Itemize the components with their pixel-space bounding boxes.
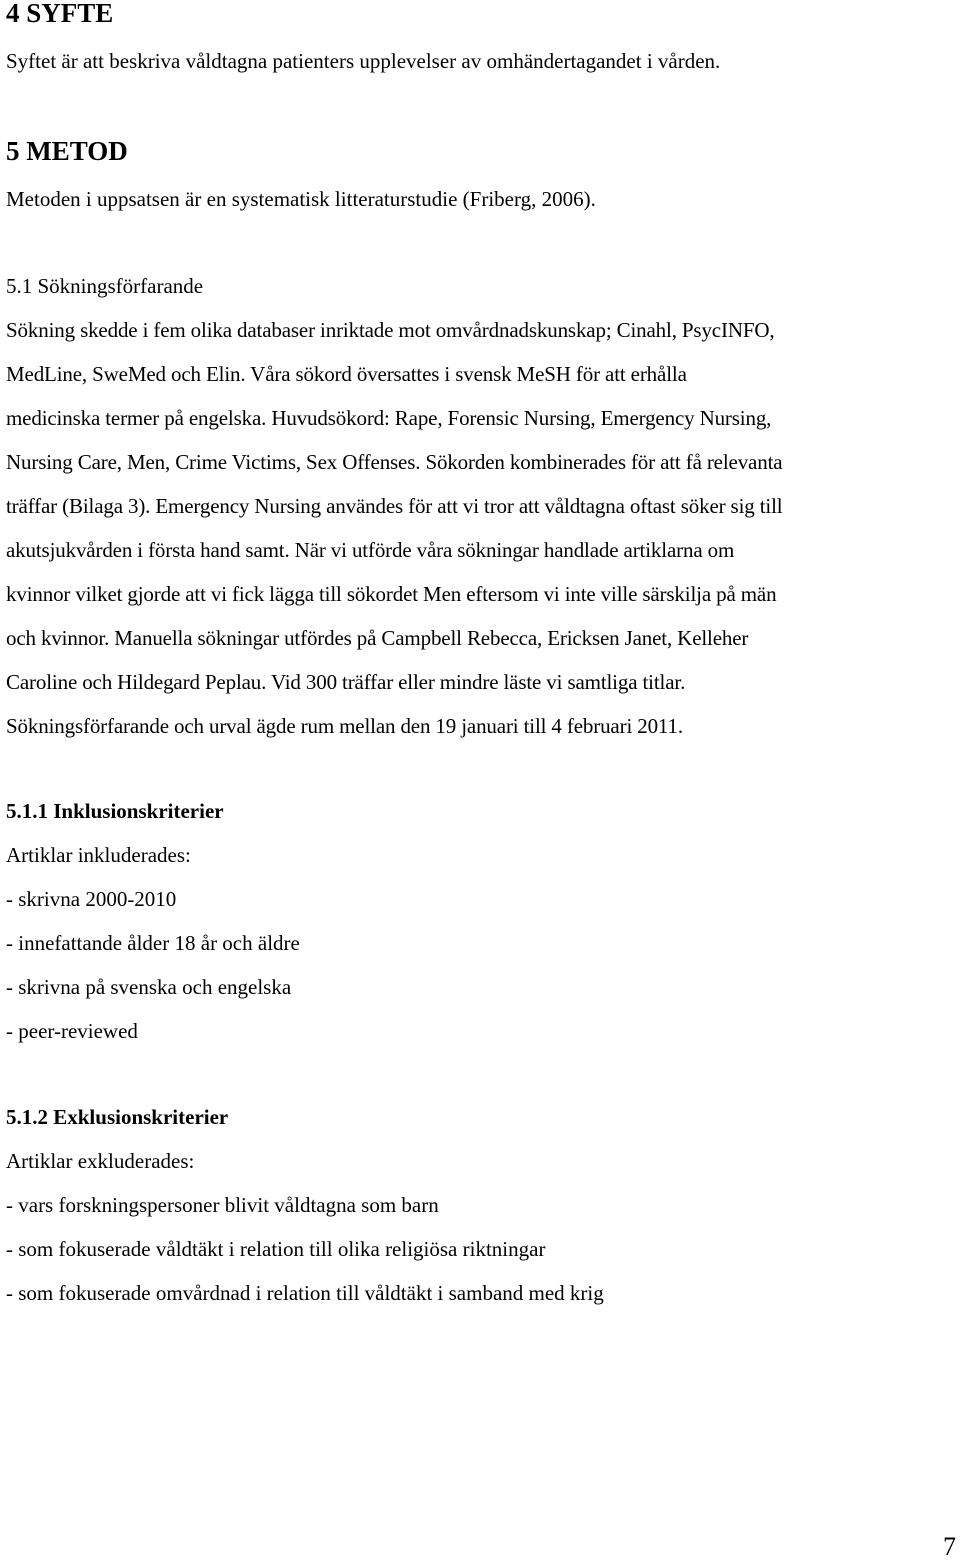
sokning-line-7: kvinnor vilket gjorde att vi fick lägga till sökordet Men eftersom vi inte ville särskilja på män xyxy=(6,582,777,606)
inklusion-item-4: - peer-reviewed xyxy=(6,1019,138,1043)
inklusion-item-1: - skrivna 2000-2010 xyxy=(6,887,177,911)
heading-metod: 5 METOD xyxy=(6,136,128,166)
exklusion-intro: Artiklar exkluderades: xyxy=(6,1149,195,1173)
section-inklusion xyxy=(6,789,956,1053)
paragraph-metod: Metoden i uppsatsen är en systematisk litteraturstudie (Friberg, 2006). xyxy=(6,187,596,211)
heading-syfte: 4 SYFTE xyxy=(6,0,114,28)
heading-inklusion: 5.1.1 Inklusionskriterier xyxy=(6,799,224,823)
heading-exklusion: 5.1.2 Exklusionskriterier xyxy=(6,1105,229,1129)
sokning-line-2: MedLine, SweMed och Elin. Våra sökord översattes i svensk MeSH för att erhålla xyxy=(6,362,687,386)
exklusion-item-1: - vars forskningspersoner blivit våldtagna som barn xyxy=(6,1193,439,1217)
sokning-line-3: medicinska termer på engelska. Huvudsökord: Rape, Forensic Nursing, Emergency Nursing, xyxy=(6,406,772,430)
inklusion-item-2: - innefattande ålder 18 år och äldre xyxy=(6,931,300,955)
exklusion-item-2: - som fokuserade våldtäkt i relation till olika religiösa riktningar xyxy=(6,1237,546,1261)
sokning-line-5: träffar (Bilaga 3). Emergency Nursing användes för att vi tror att våldtagna oftast söker sig till xyxy=(6,494,783,518)
inklusion-intro: Artiklar inkluderades: xyxy=(6,843,191,867)
sokning-line-1: Sökning skedde i fem olika databaser inriktade mot omvårdnadskunskap; Cinahl, PsycINFO, xyxy=(6,318,775,342)
sokning-line-6: akutsjukvården i första hand samt. När vi utförde våra sökningar handlade artiklarna om xyxy=(6,538,735,562)
sokning-line-10: Sökningsförfarande och urval ägde rum mellan den 19 januari till 4 februari 2011. xyxy=(6,714,683,738)
sokning-line-9: Caroline och Hildegard Peplau. Vid 300 träffar eller mindre läste vi samtliga titlar. xyxy=(6,670,686,694)
section-sokning xyxy=(6,264,956,748)
paragraph-syfte: Syftet är att beskriva våldtagna patienters upplevelser av omhändertagandet i vården. xyxy=(6,49,721,73)
exklusion-item-3: - som fokuserade omvårdnad i relation till våldtäkt i samband med krig xyxy=(6,1281,604,1305)
sokning-line-4: Nursing Care, Men, Crime Victims, Sex Offenses. Sökorden kombinerades för att få relevanta xyxy=(6,450,783,474)
sokning-line-8: och kvinnor. Manuella sökningar utfördes på Campbell Rebecca, Ericksen Janet, Kelleher xyxy=(6,626,749,650)
heading-sokning: 5.1 Sökningsförfarande xyxy=(6,274,204,298)
section-exklusion xyxy=(6,1095,956,1315)
page-number: 7 xyxy=(943,1532,956,1561)
inklusion-item-3: - skrivna på svenska och engelska xyxy=(6,975,292,999)
